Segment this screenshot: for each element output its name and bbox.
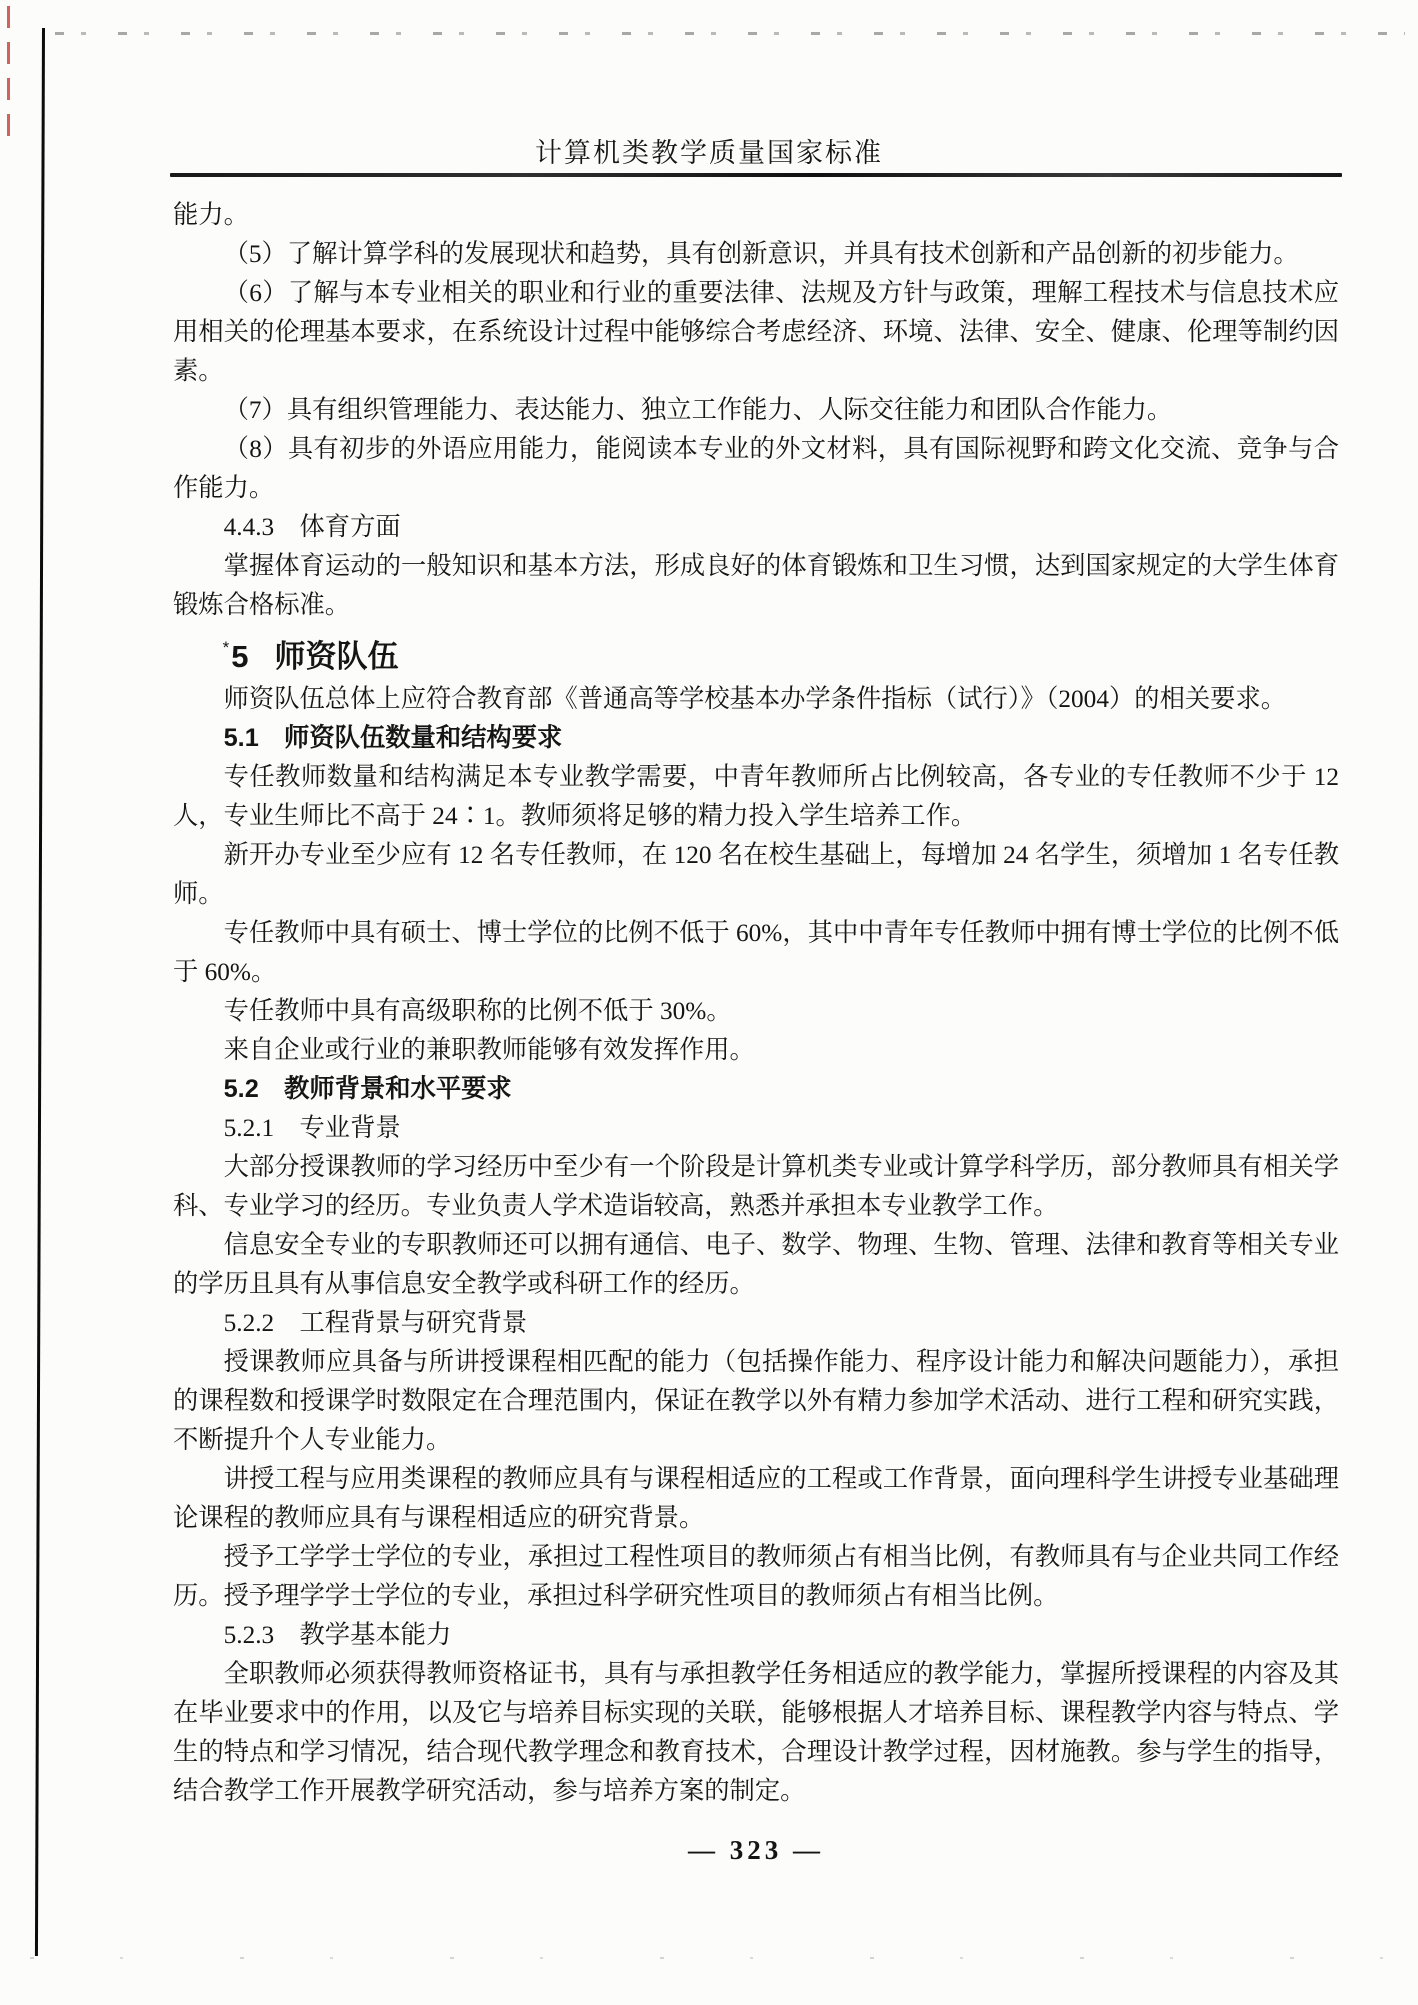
paragraph: 授课教师应具备与所讲授课程相匹配的能力（包括操作能力、程序设计能力和解决问题能力），承担的课程数和授课学时数限定在合理范围内，保证在教学以外有精力参加学术活动、进行工程和研究实践，不断提升个人专业能力。 bbox=[173, 1348, 1339, 1454]
paragraph: 掌握体育运动的一般知识和基本方法，形成良好的体育锻炼和卫生习惯，达到国家规定的大学生体育锻炼合格标准。 bbox=[173, 552, 1339, 619]
scan-artifact-bottom-dotted-line bbox=[30, 1957, 1410, 1959]
paragraph-item-7: （7）具有组织管理能力、表达能力、独立工作能力、人际交往能力和团队合作能力。 bbox=[223, 396, 1173, 424]
paragraph-item-8: （8）具有初步的外语应用能力，能阅读本专业的外文材料，具有国际视野和跨文化交流、竞争与合作能力。 bbox=[173, 435, 1339, 502]
section-title: 师资队伍 bbox=[274, 639, 399, 674]
paragraph: 全职教师必须获得教师资格证书，具有与承担教学任务相适应的教学能力，掌握所授课程的内容及其在毕业要求中的作用，以及它与培养目标实现的关联，能够根据人才培养目标、课程教学内容与特点、学生的特点和学习情况，结合现代教学理念和教育技术，合理设计教学过程，因材施教。参与学生的指导，结合教学工作开展教学研究活动，参与培养方案的制定。 bbox=[173, 1660, 1339, 1805]
paragraph-continuation: 能力。 bbox=[173, 201, 249, 229]
heading-5 bbox=[173, 625, 1339, 680]
scan-artifact-red-edge-marks bbox=[7, 6, 10, 136]
paragraph-item-6: （6）了解与本专业相关的职业和行业的重要法律、法规及方针与政策，理解工程技术与信息技术应用相关的伦理基本要求，在系统设计过程中能够综合考虑经济、环境、法律、安全、健康、伦理等制约因素。 bbox=[173, 279, 1339, 385]
page-header-title: 计算机类教学质量国家标准 bbox=[535, 138, 883, 168]
header-rule bbox=[170, 173, 1342, 177]
paragraph: 来自企业或行业的兼职教师能够有效发挥作用。 bbox=[223, 1036, 755, 1064]
scan-artifact-left-edge-line bbox=[35, 28, 45, 1956]
paragraph: 讲授工程与应用类课程的教师应具有与课程相适应的工程或工作背景，面向理科学生讲授专业基础理论课程的教师应具有与课程相适应的研究背景。 bbox=[173, 1465, 1339, 1532]
paragraph: 大部分授课教师的学习经历中至少有一个阶段是计算机类专业或计算学科学历，部分教师具有相关学科、专业学习的经历。专业负责人学术造诣较高，熟悉并承担本专业教学工作。 bbox=[173, 1153, 1339, 1220]
heading-5-2-1: 5.2.1 专业背景 bbox=[223, 1114, 401, 1142]
paragraph: 专任教师中具有高级职称的比例不低于 30%。 bbox=[223, 997, 732, 1025]
paragraph: 师资队伍总体上应符合教育部《普通高等学校基本办学条件指标（试行）》（2004）的相关要求。 bbox=[223, 685, 1287, 713]
section-number: 5 bbox=[231, 639, 249, 674]
heading-5-2: 5.2 教师背景和水平要求 bbox=[223, 1075, 512, 1103]
heading-5-2-2: 5.2.2 工程背景与研究背景 bbox=[223, 1309, 528, 1337]
document-body bbox=[173, 196, 1339, 1811]
paragraph: 授予工学学士学位的专业，承担过工程性项目的教师须占有相当比例，有教师具有与企业共同工作经历。授予理学学士学位的专业，承担过科学研究性项目的教师须占有相当比例。 bbox=[173, 1543, 1339, 1610]
page-number: — 323 — bbox=[688, 1835, 824, 1865]
paragraph: 专任教师数量和结构满足本专业教学需要，中青年教师所占比例较高，各专业的专任教师不少于 12 人，专业生师比不高于 24∶1。教师须将足够的精力投入学生培养工作。 bbox=[173, 763, 1339, 830]
paragraph-item-5: （5）了解计算学科的发展现状和趋势，具有创新意识，并具有技术创新和产品创新的初步能力。 bbox=[223, 240, 1299, 268]
footnote-asterisk: * bbox=[222, 638, 230, 657]
heading-5-1: 5.1 师资队伍数量和结构要求 bbox=[223, 724, 563, 752]
paragraph: 新开办专业至少应有 12 名专任教师，在 120 名在校生基础上，每增加 24 名学生，须增加 1 名专任教师。 bbox=[173, 841, 1339, 908]
paragraph: 专任教师中具有硕士、博士学位的比例不低于 60%，其中中青年专任教师中拥有博士学位的比例不低于 60%。 bbox=[173, 919, 1339, 986]
heading-4-4-3: 4.4.3 体育方面 bbox=[223, 513, 401, 541]
paragraph: 信息安全专业的专职教师还可以拥有通信、电子、数学、物理、生物、管理、法律和教育等相关专业的学历且具有从事信息安全教学或科研工作的经历。 bbox=[173, 1231, 1339, 1298]
heading-5-2-3: 5.2.3 教学基本能力 bbox=[223, 1621, 452, 1649]
scan-artifact-top-dashed-line bbox=[55, 32, 1405, 35]
